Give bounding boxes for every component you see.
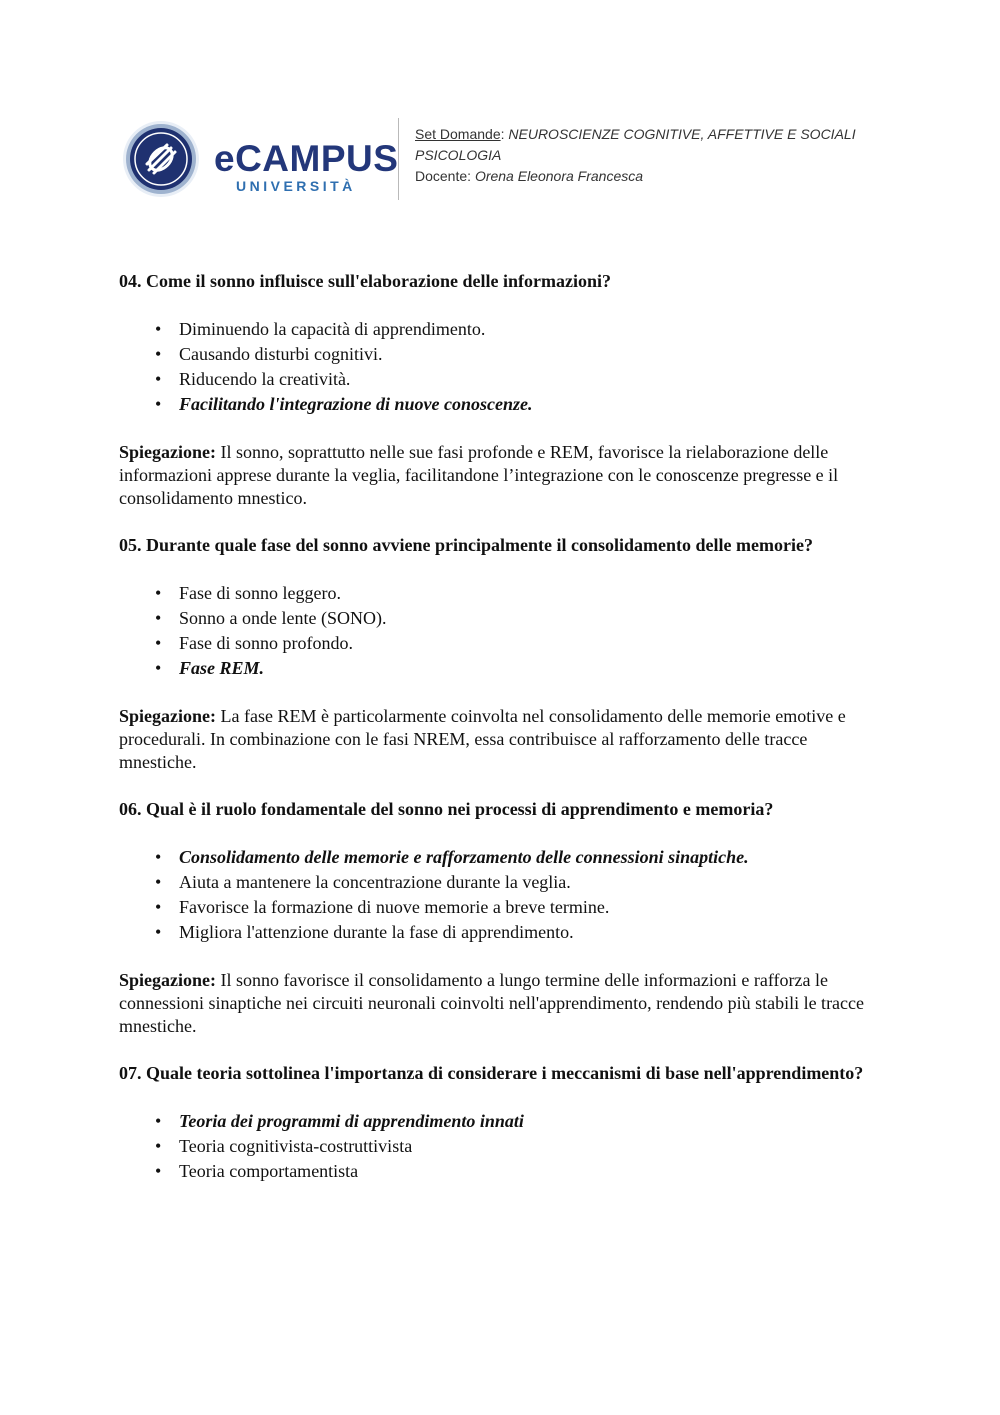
answer-option [119, 895, 889, 920]
set-value-2: PSICOLOGIA [415, 147, 502, 163]
set-line-2 [415, 145, 856, 166]
ecampus-seal-icon [121, 118, 205, 202]
bullet: • [155, 344, 162, 364]
set-line: Set Domande: NEUROSCIENZE COGNITIVE, AFFETTIVE E SOCIALI [415, 126, 856, 142]
answer-options [119, 581, 889, 681]
explanation-text: La fase REM è particolarmente coinvolta nel consolidamento delle memorie emotive e procedurali. In combinazione con le fasi NREM, essa contribuisce al rafforzamento delle tracce mnestiche. [119, 706, 846, 772]
answer-options [119, 317, 889, 417]
option-text: Teoria comportamentista [179, 1161, 359, 1181]
question-05 [119, 534, 889, 774]
page-header [118, 118, 898, 202]
answer-option-correct [119, 656, 889, 681]
answer-option [119, 317, 889, 342]
answer-option [119, 631, 889, 656]
bullet: • [155, 608, 162, 628]
ecampus-logo [118, 118, 399, 202]
explanation-text: Il sonno favorisce il consolidamento a lungo termine delle informazioni e rafforza le connessioni sinaptiche nei circuiti neuronali coinvolti nell'apprendimento, rendendo più stabili le tracce mnestiche. [119, 970, 865, 1036]
option-text: Teoria cognitivista-costruttivista [179, 1136, 413, 1156]
docente-line [415, 166, 856, 187]
bullet: • [155, 897, 162, 917]
option-text: Teoria dei programmi di apprendimento innati [179, 1111, 524, 1131]
bullet: • [155, 658, 162, 678]
answer-option-correct [119, 392, 889, 417]
question-title: 04. Come il sonno influisce sull'elaborazione delle informazioni? [119, 271, 611, 291]
question-06 [119, 798, 889, 1038]
set-label: Set Domande [415, 126, 501, 142]
explanation [119, 969, 889, 1038]
docente-label: Docente: [415, 168, 472, 184]
question-title: 06. Qual è il ruolo fondamentale del sonno nei processi di apprendimento e memoria? [119, 799, 774, 819]
option-text: Fase REM. [179, 658, 265, 678]
answer-option [119, 1159, 889, 1184]
bullet: • [155, 633, 162, 653]
bullet: • [155, 1136, 162, 1156]
option-text: Facilitando l'integrazione di nuove conoscenze. [179, 394, 533, 414]
explanation-label: Spiegazione: [119, 706, 216, 726]
answer-option [119, 1134, 889, 1159]
question-07 [119, 1062, 889, 1184]
option-text: Causando disturbi cognitivi. [179, 344, 383, 364]
logo-wordmark: eCAMPUS [214, 138, 399, 179]
course-meta [415, 124, 856, 187]
option-text: Migliora l'attenzione durante la fase di apprendimento. [179, 922, 574, 942]
option-text: Sonno a onde lente (SONO). [179, 608, 387, 628]
question-04 [119, 270, 889, 510]
bullet: • [155, 872, 162, 892]
logo-subtitle: UNIVERSITÀ [236, 178, 356, 194]
answer-option [119, 920, 889, 945]
explanation-label: Spiegazione: [119, 970, 216, 990]
bullet: • [155, 1161, 162, 1181]
answer-option-correct [119, 1109, 889, 1134]
header-divider [398, 118, 399, 200]
explanation [119, 705, 889, 774]
explanation [119, 441, 889, 510]
answer-options [119, 845, 889, 945]
answer-option-correct [119, 845, 889, 870]
bullet: • [155, 394, 162, 414]
answer-option [119, 581, 889, 606]
question-title: 07. Quale teoria sottolinea l'importanza di considerare i meccanismi di base nell'apprendimento? [119, 1063, 864, 1083]
option-text: Riducendo la creatività. [179, 369, 351, 389]
bullet: • [155, 922, 162, 942]
docente-value: Orena Eleonora Francesca [474, 168, 644, 184]
answer-option [119, 606, 889, 631]
option-text: Fase di sonno profondo. [179, 633, 353, 653]
answer-option [119, 342, 889, 367]
bullet: • [155, 369, 162, 389]
option-text: Favorisce la formazione di nuove memorie a breve termine. [179, 897, 610, 917]
option-text: Diminuendo la capacità di apprendimento. [179, 319, 486, 339]
question-list [119, 270, 889, 1208]
bullet: • [155, 319, 162, 339]
option-text: Consolidamento delle memorie e rafforzamento delle connessioni sinaptiche. [179, 847, 749, 867]
answer-option [119, 870, 889, 895]
answer-options [119, 1109, 889, 1184]
option-text: Aiuta a mantenere la concentrazione durante la veglia. [179, 872, 571, 892]
explanation-label: Spiegazione: [119, 442, 216, 462]
bullet: • [155, 847, 162, 867]
bullet: • [155, 1111, 162, 1131]
bullet: • [155, 583, 162, 603]
answer-option [119, 367, 889, 392]
set-value: NEUROSCIENZE COGNITIVE, AFFETTIVE E SOCIALI [508, 126, 856, 142]
question-title: 05. Durante quale fase del sonno avviene principalmente il consolidamento delle memorie? [119, 535, 813, 555]
explanation-text: Il sonno, soprattutto nelle sue fasi profonde e REM, favorisce la rielaborazione delle informazioni apprese durante la veglia, facilitandone l’integrazione con le conoscenze pregresse e il consolidamento mnestico. [119, 442, 839, 508]
option-text: Fase di sonno leggero. [179, 583, 341, 603]
